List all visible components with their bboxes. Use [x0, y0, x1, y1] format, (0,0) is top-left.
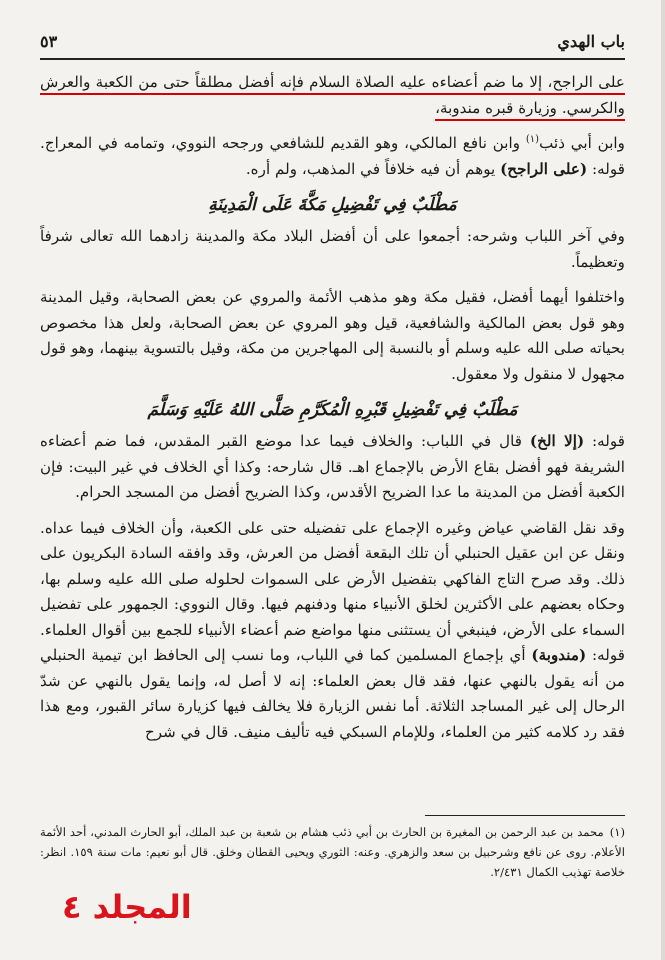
footnote-marker: (١) [609, 825, 625, 839]
p2-text-a: وابن أبي ذئب [539, 134, 625, 152]
section-heading-grave: مَطْلَبٌ فِي تَفْضِيلِ قَبْرِهِ الْمُكَرَّمِ صَلَّى اللهُ عَلَيْهِ وَسَلَّمَ [147, 400, 518, 420]
paragraph-intro [40, 70, 625, 121]
footnote-divider [425, 815, 625, 816]
highlighted-passage: على الراجح، إلا ما ضم أعضاءه عليه الصلاة السلام فإنه أفضل مطلقاً حتى من الكعبة والعرش والكرسي. وزيارة قبره مندوبة، [40, 73, 625, 117]
p6-quote: (مندوبة) [531, 646, 587, 664]
paragraph-2 [40, 131, 625, 182]
p5-text-a: قوله: [584, 432, 625, 450]
p5-text-b: قال في اللباب: والخلاف فيما عدا موضع القبر المقدس، فما ضم أعضاءه الشريفة فهو أفضل بقاع الأرض بالإجماع اهـ. قال شارحه: وكذا أي الخلاف في غير البيت: فإن الكعبة أفضل من المدينة ما عدا الضريح الأقدس، وكذا الضريح أفضل من المسجد الحرام. [40, 432, 625, 501]
running-title: باب الهدي [557, 32, 625, 51]
p6-text-a: وقد نقل القاضي عياض وغيره الإجماع على تفضيله حتى على الكعبة، وأن الخلاف فيما عداه. ونقل عن ابن عقيل الحنبلي أن تلك البقعة أفضل من العرش، وقد وافقه السادة البكريون على ذلك. وقد صرح التاج الفاكهي بتفضيل الأرض على السموات لحلوله صلى الله عليه وسلم بها، وحكاه بعضهم على الأكثرين لخلق الأنبياء منها ودفنهم فيها. وقال النووي: الجمهور على تفضيل السماء على الأرض، فينبغي أن يستثنى منها مواضع ضم أعضاء الأنبياء للجمع بين أقوال العلماء. قوله: [40, 518, 625, 664]
volume-stamp: المجلد ٤ [62, 888, 192, 926]
page-number: ٥٣ [40, 32, 58, 51]
footnote-text: محمد بن عبد الرحمن بن المغيرة بن الحارث بن أبي ذئب هشام بن شعبة بن عبد الملك، أبو الحارث المدني، أحد الأئمة الأعلام. روى عن نافع وشرحبيل بن سعد والزهري. وعنه: الثوري ويحيى القطان وخلق. قال أبو نعيم: مات سنة ١٥٩. انظر: خلاصة تهذيب الكمال ٢/٤٣١. [40, 825, 626, 879]
section-heading-makkah: مَطْلَبٌ فِي تَفْضِيلِ مَكَّةَ عَلَى الْمَدِينَةِ [208, 195, 457, 215]
p5-quote: (إلا الخ) [529, 432, 585, 450]
p6-text-b: أي بإجماع المسلمين كما في اللباب، وما نسب إلى الحافظ ابن تيمية الحنبلي من أنه يقول بالنهي عنها، فقد قال بعض العلماء: إنه لا أصل له، وإنما يقول بالنهي عن شدّ الرحال إلى غير المساجد الثلاثة. أما نفس الزيارة فلا يخالف فيها كزيارة سائر القبور، ومع هذا فقد رد كلامه كثير من العلماء، وللإمام السبكي فيه تأليف منيف. قال في شرح [40, 646, 625, 741]
paragraph-6 [40, 516, 625, 746]
paragraph-4: واختلفوا أيهما أفضل، فقيل مكة وهو مذهب الأئمة والمروي عن بعض الصحابة، وقيل المدينة وهو قول بعض المالكية والشافعية، قيل وهو المروي عن بعض الصحابة، ولعل هذا مخصوص بحياته صلى الله عليه وسلم أو بالنسبة إلى المهاجرين من مكة، وقيل بالتسوية بينهما، وهو قول مجهول لا منقول ولا معقول. [40, 288, 625, 383]
footnotes [40, 822, 625, 882]
p2-text-b: وابن نافع المالكي، وهو القديم للشافعي ورجحه النووي، وتمامه في المعراج. قوله: [40, 134, 625, 178]
paragraph-5 [40, 429, 625, 506]
footnote-ref: (١) [525, 133, 540, 145]
main-text [40, 70, 625, 755]
paragraph-3: وفي آخر اللباب وشرحه: أجمعوا على أن أفضل البلاد مكة والمدينة زادهما الله تعالى شرفاً وتعظيماً. [40, 227, 625, 271]
page-edge-shadow [661, 0, 665, 960]
p2-quote: (على الراجح) [500, 159, 588, 178]
p2-text-c: يوهم أن فيه خلافاً في المذهب، ولم أره. [245, 159, 501, 178]
page-header [40, 30, 625, 60]
